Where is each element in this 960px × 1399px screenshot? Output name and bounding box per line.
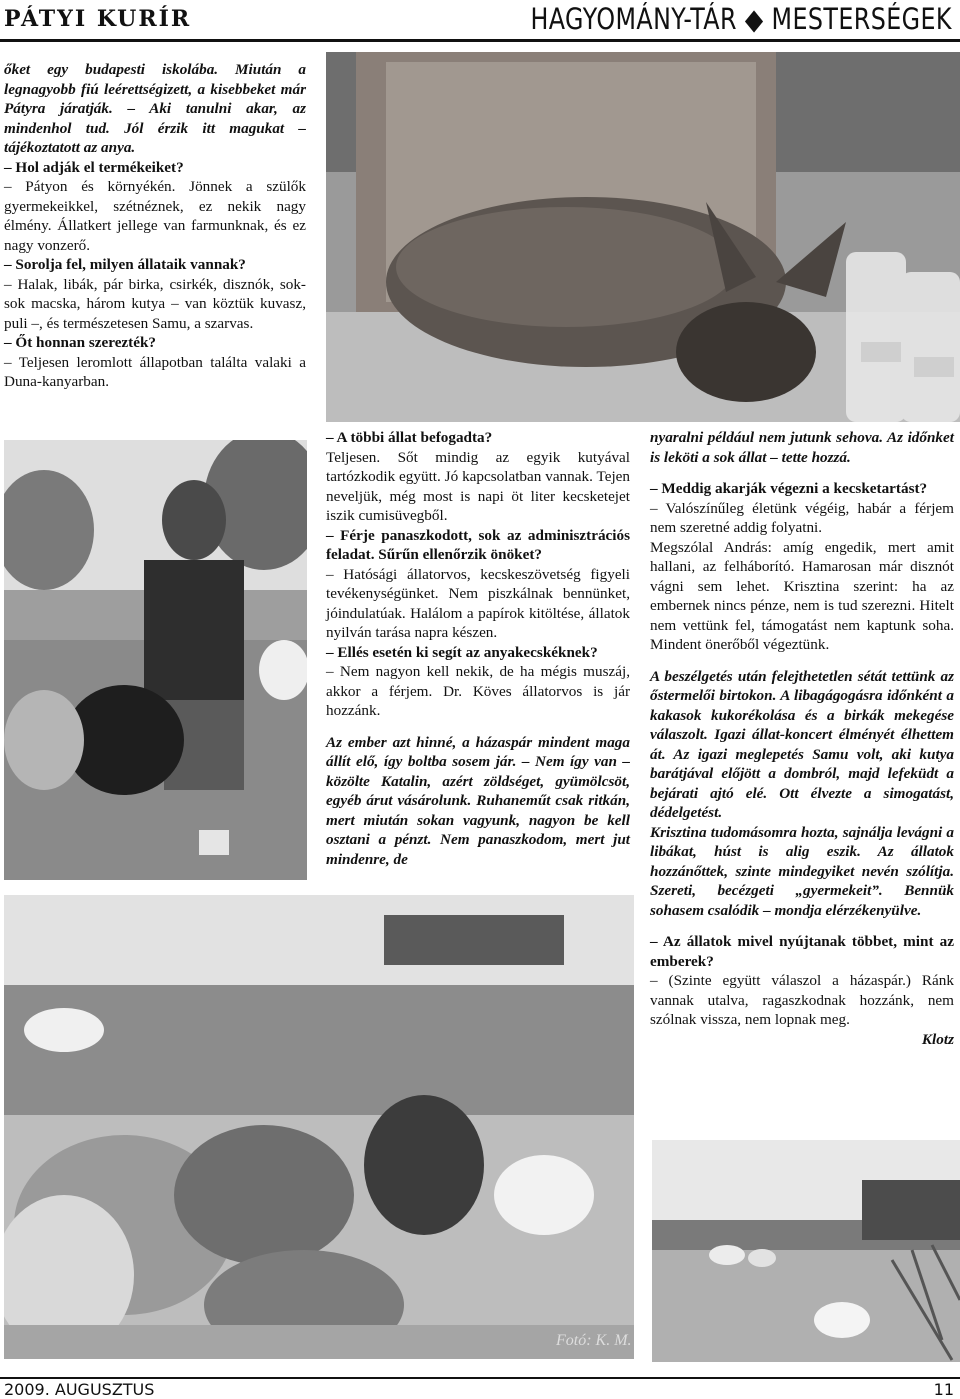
- goat-herd-photo: [4, 895, 634, 1359]
- paragraph: – (Szinte együtt válaszol a házaspár.) Ránk vannak utalva, ragaszkodnak hozzánk, nem szólnak vissza, nem lopnak meg.: [650, 972, 954, 1028]
- paragraph: – Őt honnan szerezték?: [4, 334, 157, 351]
- paragraph: Krisztina tudomásomra hozta, sajnálja levágni a libákat, húst is alig eszik. Az állatok hozzánőttek, szinte mindegyiket nevén szólítja. Szereti, becézgeti „gyermekeit”. Bennük sohasem csalódik – mondja elérzékenyülve.: [650, 823, 954, 919]
- photo-credit: Fotó: K. M.: [556, 1332, 632, 1349]
- paragraph: Megszólal András: amíg engedik, mert amit hallani, az felháborító. Hamarosan már disznót vágni sem lehet. Krisztina szerint: ha az embernek nincs pénze, nem is tud szerezni. Hitelt nem vettünk fel, támogatást nem kaptunk soha. Mindent önerőből végeztünk.: [650, 538, 954, 653]
- paragraph: őket egy budapesti iskolába. Miután a legnagyobb fiú leérettségizett, a kisebbeket már Pátyra járatják. – Aki tanulni akar, az mindenhol tud. Jól érzik itt magukat – tájékoztatott az anya.: [4, 61, 306, 156]
- paragraph: – Az állatok mivel nyújtanak többet, mint az emberek?: [650, 933, 954, 970]
- footer-rule: [0, 1377, 960, 1379]
- paragraph: – Valószínűleg életünk végéig, habár a férjem nem szeretné addig folyatni.: [650, 499, 954, 536]
- paragraph: – Hatósági állatorvos, kecskeszövetség figyeli tevékenységünket. Nem piszkálnak bennünket, jóindulatúak. Halálom a papírok kitöltése, állatok nyilván tarása napra készen.: [326, 565, 630, 641]
- paragraph: nyaralni például nem jutunk sehova. Az időnket is leköti a sok állat – tette hozzá.: [650, 429, 954, 466]
- issue-date: 2009. AUGUSZTUS: [4, 1380, 155, 1399]
- paragraph: A beszélgetés után felejthetetlen sétát tettünk az őstermelői birtokon. A libagágogásra időnként a kakasok kukorékolása és a birkák mekegése válaszolt. Igazi állat-koncert élményét élhettem át. Az igazi meglepetés Samu volt, aki kutya barátjával előjött a dombról, majd lefeküdt a bejárati ajtó elé. Ott élvezte a simogatást, dédelgetést.: [650, 667, 954, 821]
- man-holding-goat-photo: [4, 440, 307, 880]
- column-1: [4, 60, 306, 392]
- paragraph: – Teljesen leromlott állapotban találta valaki a Duna-kanyarban.: [4, 353, 306, 390]
- deer-lying-by-door-photo: [326, 52, 960, 422]
- paragraph: – Meddig akarják végezni a kecsketartást?: [650, 480, 928, 497]
- sheep-pen-photo: [652, 1140, 960, 1362]
- column-3: [650, 428, 954, 1049]
- paragraph: – Sorolja fel, milyen állataik vannak?: [4, 256, 246, 273]
- paragraph: – A többi állat befogadta?: [326, 429, 493, 446]
- page-number: 11: [933, 1380, 954, 1399]
- paragraph: – Ellés esetén ki segít az anyakecskéknek?: [326, 643, 598, 661]
- paragraph: – Férje panaszkodott, sok az adminisztrációs feladat. Sűrűn ellenőrzik önöket?: [326, 526, 630, 563]
- paragraph: – Hol adják el termékeiket?: [4, 158, 184, 176]
- paragraph: – Pátyon és környékén. Jönnek a szülők gyermekeikkel, szétnéznek, ez nekik nagy élmény. Állatkert jellege van farmunknak, és ez nagy vonzerő.: [4, 178, 306, 254]
- paragraph: – Halak, libák, pár birka, csirkék, disznók, sok-sok macska, három kutya – van köztük kuvasz, puli –, és természetesen Samu, a szarvas.: [4, 275, 306, 332]
- column-2: [326, 428, 630, 869]
- paragraph: Teljesen. Sőt mindig az egyik kutyával tartózkodik együtt. Jó kapcsolatban vannak. Tejen neveljük, még most is napi öt liter kecsketejet iszik cumisüvegből.: [326, 448, 630, 524]
- paragraph: – Nem nagyon kell nekik, de ha mégis muszáj, akkor a férjem. Dr. Köves állatorvos is jár hozzánk.: [326, 663, 630, 719]
- paragraph: Klotz: [921, 1030, 954, 1048]
- header-rule: [0, 39, 960, 42]
- paragraph: Az ember azt hinné, a házaspár mindent maga állít elő, így boltba sosem jár. – Nem így van – közölte Katalin, azért zöldséget, gyümölcsöt, egyéb árut vásárolunk. Ruhaneműt csak ritkán, mert miután sokan vagyunk, nagyon be kell osztani a pénzt. Nem panaszkodom, mert jut mindenre, de: [326, 733, 630, 868]
- publication-title: PÁTYI KURÍR: [4, 6, 192, 32]
- section-title: HAGYOMÁNY-TÁR ◆ MESTERSÉGEK: [530, 2, 952, 36]
